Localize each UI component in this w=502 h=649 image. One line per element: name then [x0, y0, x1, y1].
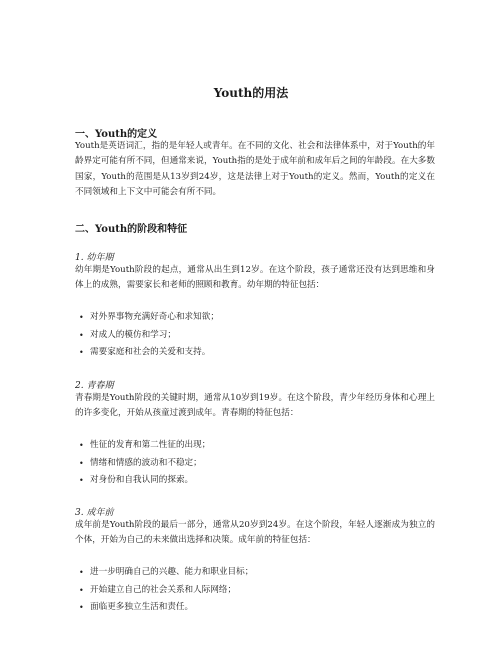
list-item: • 开始建立自己的社会关系和人际网络；	[75, 582, 435, 600]
list-item: • 对身份和自我认同的探索。	[75, 472, 435, 490]
list-item: • 进一步明确自己的兴趣、能力和职业目标；	[75, 564, 435, 582]
bullet-icon: •	[79, 568, 84, 577]
document-title: Youth的用法	[213, 86, 289, 100]
bullet-icon: •	[79, 330, 84, 340]
list-item: • 性征的发育和第二性征的出现；	[75, 437, 435, 455]
bullet-list-pre-adulthood	[75, 564, 435, 617]
bullet-icon: •	[79, 458, 84, 468]
stage-paragraph-childhood: 幼年期是Youth阶段的起点，通常从出生到12岁。在这个阶段，孩子通常还没有达到思维和身体上的成熟，需要家长和老师的照顾和教育。幼年期的特征包括：	[75, 265, 435, 291]
stage-heading-adolescence: 2. 青春期	[75, 381, 114, 391]
bullet-icon: •	[79, 476, 84, 485]
bullet-list-childhood	[75, 309, 435, 362]
list-item: • 对成人的模仿和学习；	[75, 327, 435, 345]
bullet-icon: •	[79, 603, 84, 612]
section-heading-stages: 二、Youth的阶段和特征	[75, 224, 188, 235]
section-heading-definition: 一、Youth的定义	[75, 129, 158, 140]
bullet-icon: •	[79, 348, 84, 357]
stage-heading-childhood: 1. 幼年期	[75, 253, 114, 263]
list-item: • 需要家庭和社会的关爱和支持。	[75, 344, 435, 362]
bullet-list-adolescence	[75, 437, 435, 490]
stage-paragraph-pre-adulthood: 成年前是Youth阶段的最后一部分，通常从20岁到24岁。在这个阶段，年轻人逐渐成为独立的个体，开始为自己的未来做出选择和决策。成年前的特征包括：	[75, 520, 435, 546]
stage-heading-pre-adulthood: 3. 成年前	[75, 508, 114, 518]
bullet-icon: •	[79, 441, 84, 450]
stage-paragraph-adolescence: 青春期是Youth阶段的关键时期，通常从10岁到19岁。在这个阶段，青少年经历身体和心理上的许多变化，开始从孩童过渡到成年。青春期的特征包括：	[75, 393, 435, 419]
list-item: • 情绪和情感的波动和不稳定；	[75, 455, 435, 473]
bullet-icon: •	[79, 313, 84, 322]
list-item: • 对外界事物充满好奇心和求知欲；	[75, 309, 435, 327]
list-item: • 面临更多独立生活和责任。	[75, 599, 435, 617]
bullet-icon: •	[79, 585, 84, 595]
definition-paragraph: Youth是英语词汇，指的是年轻人或青年。在不同的文化、社会和法律体系中，对于Youth的年龄界定可能有所不同，但通常来说，Youth指的是处于成年前和成年后之间的年龄段。在大多数国家，Youth的范围是从13岁到24岁，这是法律上对于Youth的定义。然而，Youth的定义在不同领域和上下文中可能会有所不同。	[75, 141, 435, 198]
